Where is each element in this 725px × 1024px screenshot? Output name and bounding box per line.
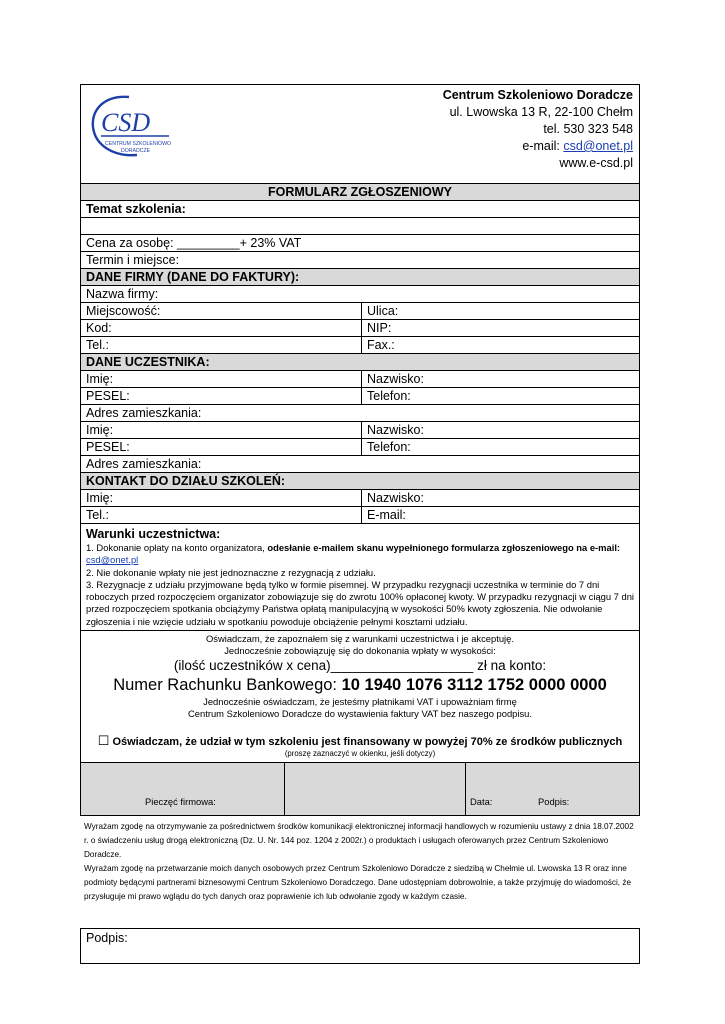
participant1-last-name-field[interactable]: Nazwisko:: [367, 372, 424, 386]
company-stamp-label: Pieczęć firmowa:: [145, 796, 216, 808]
participant2-name-row: [81, 422, 639, 439]
fax-field[interactable]: Fax.:: [367, 338, 395, 352]
company-info: [443, 87, 633, 172]
bank-account-number: 10 1940 1076 3112 1752 0000 0000: [341, 676, 607, 695]
topic-field[interactable]: Temat szkolenia:: [81, 201, 639, 218]
signature-box[interactable]: [80, 928, 640, 964]
checkbox-icon[interactable]: ☐: [97, 733, 110, 749]
participant1-pesel-field[interactable]: PESEL:: [81, 388, 362, 404]
logo-letters: CSD: [101, 108, 151, 137]
company-tel-field[interactable]: Tel.:: [81, 337, 362, 353]
condition-item-1: [86, 542, 634, 567]
public-funding-declaration: [81, 734, 639, 749]
participant1-name-row: [81, 371, 639, 388]
condition-1-text: 1. Dokonanie opłaty na konto organizatora,: [86, 542, 268, 553]
nip-field[interactable]: NIP:: [367, 321, 392, 335]
company-email-line: [443, 138, 633, 155]
vat-line-1: Jednocześnie oświadczam, że jesteśmy płatnikami VAT i upoważniam firmę: [203, 696, 517, 708]
company-phone: tel. 530 323 548: [543, 122, 633, 136]
participant2-first-name-field[interactable]: Imię:: [81, 422, 362, 438]
company-email-link[interactable]: csd@onet.pl: [563, 139, 633, 153]
participant1-address-field[interactable]: Adres zamieszkania:: [81, 405, 639, 422]
company-address: ul. Lwowska 13 R, 22-100 Chełm: [449, 105, 633, 119]
condition-item-3: 3. Rezygnacje z udziału przyjmowane będą tylko w formie pisemnej. W przypadku rezygnacji uczestnika w terminie do 7 dni roboczych przed rozpoczęciem organizator zobowiązuje się do zwrotu 100% opłaconej kwoty. W przypadku rezygnacji w ciągu 7 dni przed rozpoczęciem spotkania obciążymy Państwa opłatą manipulacyjną w wysokości 50% kwoty zgłoszenia. Nie odwołanie zgłoszenia i nie wzięcie udziału w spotkaniu powoduje obciążenie pełnymi kosztami udziału.: [86, 578, 635, 627]
declaration-line-2: Jednocześnie zobowiązuję się do dokonania wpłaty w wysokości:: [224, 645, 496, 657]
company-section-header: DANE FIRMY (DANE DO FAKTURY):: [81, 269, 639, 286]
condition-1-email-link[interactable]: csd@onet.pl: [86, 554, 139, 566]
checkbox-hint: (proszę zaznaczyć w okienku, jeśli dotyczy): [284, 749, 436, 759]
contact-first-name-field[interactable]: Imię:: [81, 490, 362, 506]
conditions-title: Warunki uczestnictwa:: [86, 527, 221, 541]
declaration-block: [81, 631, 639, 762]
form-title: FORMULARZ ZGŁOSZENIOWY: [81, 184, 639, 201]
participant1-first-name-field[interactable]: Imię:: [81, 371, 362, 387]
term-field[interactable]: Termin i miejsce:: [81, 252, 639, 269]
csd-logo: [89, 91, 173, 165]
email-prefix: e-mail:: [522, 139, 564, 153]
company-name-field[interactable]: Nazwa firmy:: [81, 286, 639, 303]
date-label: Data:: [470, 796, 493, 808]
participant1-pesel-row: [81, 388, 639, 405]
street-field[interactable]: Ulica:: [367, 304, 399, 318]
contact-email-field[interactable]: E-mail:: [367, 508, 406, 522]
participant2-address-field[interactable]: Adres zamieszkania:: [81, 456, 639, 473]
consent-text: [84, 820, 640, 904]
condition-1-bold: odesłanie e-mailem skanu wypełnionego formularza zgłoszeniowego na e-mail:: [267, 542, 621, 553]
company-stamp-box[interactable]: [81, 763, 285, 815]
logo-line2: DORADCZE: [121, 148, 151, 154]
vat-line-2: Centrum Szkoleniowo Doradcze do wystawienia faktury VAT bez naszego podpisu.: [188, 708, 532, 720]
declaration-line-1: Oświadczam, że zapoznałem się z warunkami uczestnictwa i je akceptuję.: [206, 633, 514, 645]
stamp-row: [81, 762, 639, 815]
price-field[interactable]: Cena za osobę: _________+ 23% VAT: [81, 235, 639, 252]
participant2-pesel-row: [81, 439, 639, 456]
topic-blank-line[interactable]: [81, 218, 639, 235]
stamp-signature-label: Podpis:: [538, 796, 570, 808]
city-street-row: [81, 303, 639, 320]
logo-line1: CENTRUM SZKOLENIOWO: [105, 141, 171, 147]
contact-tel-email-row: [81, 507, 639, 524]
company-website: www.e-csd.pl: [559, 156, 633, 170]
contact-last-name-field[interactable]: Nazwisko:: [367, 491, 424, 505]
participant2-phone-field[interactable]: Telefon:: [367, 440, 411, 454]
postal-code-field[interactable]: Kod:: [81, 320, 362, 336]
bank-account: [81, 674, 639, 696]
bank-account-label: Numer Rachunku Bankowego:: [113, 676, 342, 695]
company-name: Centrum Szkoleniowo Doradcze: [442, 88, 633, 102]
city-field[interactable]: Miejscowość:: [81, 303, 362, 319]
checkbox-label: Oświadczam, że udział w tym szkoleniu jest finansowany w powyżej 70% ze środków publicznych: [112, 736, 623, 749]
stamp-blank-box[interactable]: [285, 763, 466, 815]
condition-item-2: 2. Nie dokonanie wpłaty nie jest jednoznaczne z rezygnacją z udziału.: [86, 566, 376, 578]
participant2-pesel-field[interactable]: PESEL:: [81, 439, 362, 455]
contact-name-row: [81, 490, 639, 507]
signature-label: Podpis:: [86, 931, 128, 945]
consent-paragraph-2: Wyrażam zgodę na przetwarzanie moich danych osobowych przez Centrum Szkoleniowo Doradcze z siedzibą w Chełmie ul. Lwowska 13 R oraz inne podmioty będącymi partnerami biznesowymi Centrum Szkoleniowo Doradczego. Dane udostępniam dobrowolnie, a także przyjmuję do wiadomości, że przysługuje mi prawo wglądu do tych danych oraz poprawienie ich lub odwołanie zgody w każdym czasie.: [84, 864, 632, 901]
code-nip-row: [81, 320, 639, 337]
conditions-block: [81, 524, 639, 631]
tel-fax-row: [81, 337, 639, 354]
declaration-amount-line[interactable]: (ilość uczestników x cena)___________________ zł na konto:: [173, 658, 547, 674]
contact-tel-field[interactable]: Tel.:: [81, 507, 362, 523]
participant1-phone-field[interactable]: Telefon:: [367, 389, 411, 403]
participant2-last-name-field[interactable]: Nazwisko:: [367, 423, 424, 437]
application-form: [80, 84, 640, 816]
consent-paragraph-1: Wyrażam zgodę na otrzymywanie za pośrednictwem środków komunikacji elektronicznej informacji handlowych w rozumieniu ustawy z dnia 18.07.2002 r. o świadczeniu usług drogą elektroniczną (Dz. U. Nr. 144 poz. 1204 z 2002r.) o produktach i usługach oferowanych przez Centrum Szkoleniowo Doradcze.: [84, 822, 634, 859]
participant-section-header: DANE UCZESTNIKA:: [81, 354, 639, 371]
form-header: [81, 85, 639, 184]
date-signature-box[interactable]: [466, 763, 639, 815]
contact-section-header: KONTAKT DO DZIAŁU SZKOLEŃ:: [81, 473, 639, 490]
